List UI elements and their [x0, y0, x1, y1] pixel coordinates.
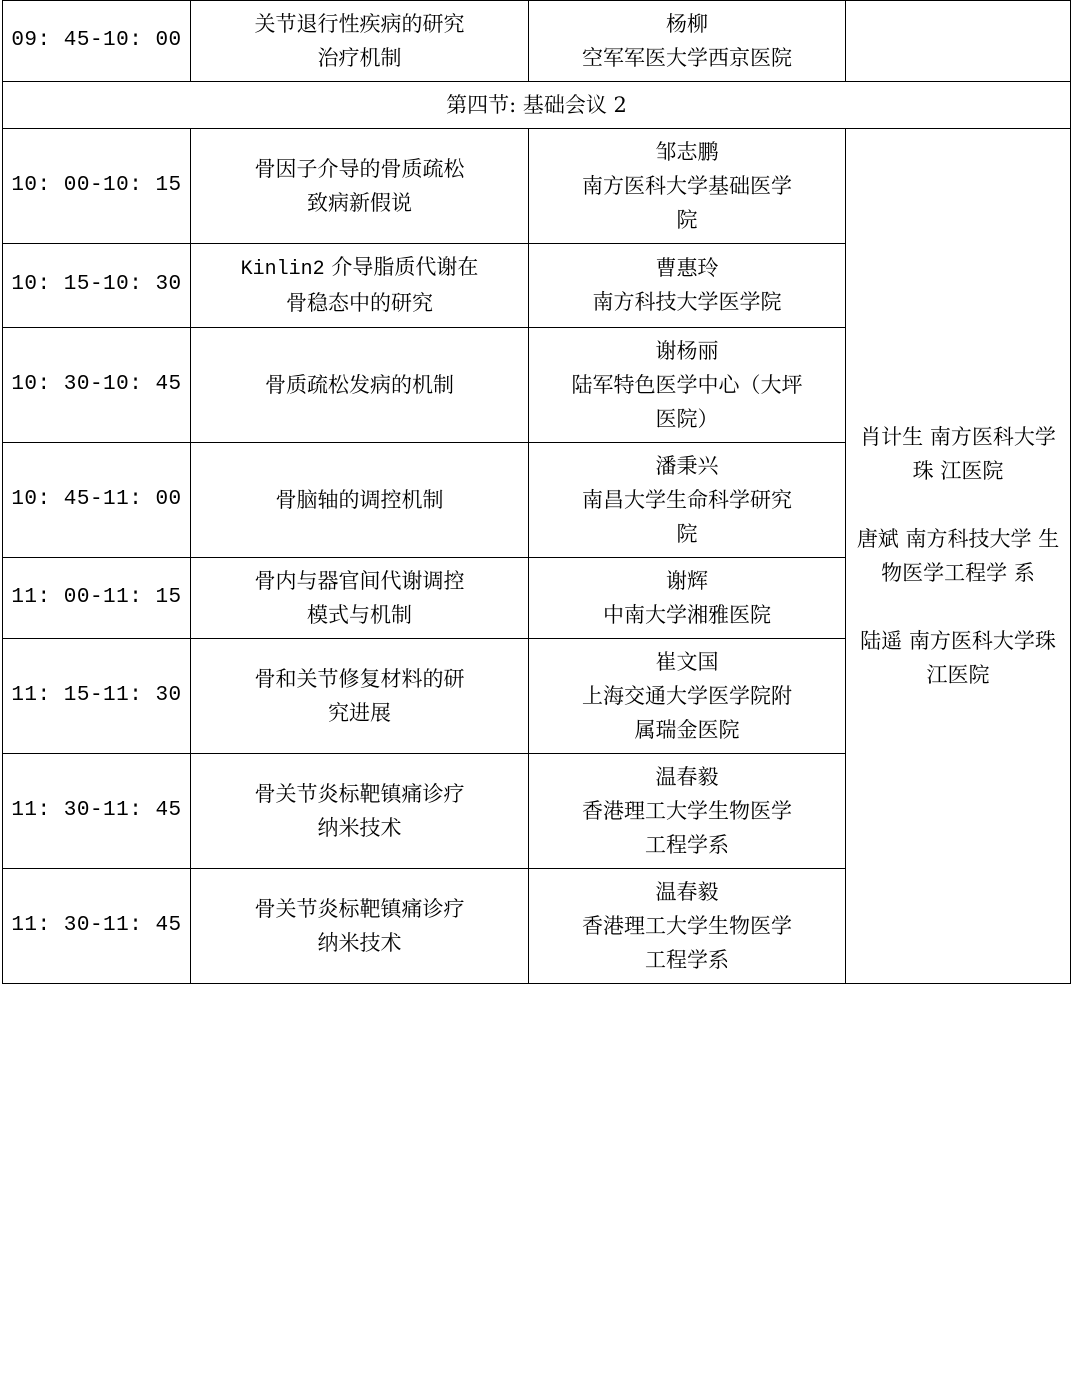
chair-spacer: [854, 488, 1062, 522]
row-time: 10: 00-10: 15: [3, 129, 191, 244]
chair-spacer: [854, 590, 1062, 624]
row-time: 10: 30-10: 45: [3, 327, 191, 442]
row-speaker-affiliation: 院: [676, 521, 698, 546]
row-speaker: [529, 1, 846, 82]
row-speaker: [529, 753, 846, 868]
row-speaker-name: 杨柳: [666, 12, 708, 36]
row-speaker-affiliation: 陆军特色医学中心（大坪: [571, 372, 803, 397]
row-speaker-name: 温春毅: [655, 764, 719, 789]
row-topic-line: 骨关节炎标靶镇痛诊疗: [254, 781, 465, 806]
row-topic-line: 骨关节炎标靶镇痛诊疗: [254, 896, 465, 921]
row-topic: [191, 129, 529, 244]
chair-affiliation: 南方医科大学珠: [912, 424, 1056, 483]
row-speaker-name: 曹惠玲: [655, 256, 719, 281]
row-time: 10: 15-10: 30: [3, 244, 191, 327]
row-speaker: [529, 868, 846, 983]
section-header-row: [3, 82, 1071, 129]
row-speaker-affiliation: 上海交通大学医学院附: [582, 683, 792, 708]
row-speaker-name: 邹志鹏: [655, 140, 719, 165]
row-topic-line: 骨稳态中的研究: [285, 291, 433, 316]
chair-affiliation: 系: [1013, 560, 1035, 585]
row-topic-line: 纳米技术: [317, 930, 402, 955]
chair-affiliation: 南方科技大学: [905, 526, 1032, 551]
row-speaker-name: 崔文国: [655, 649, 719, 674]
row-topic: [191, 244, 529, 327]
row-topic-line: 骨和关节修复材料的研: [254, 666, 465, 691]
chair-entry: [854, 624, 1062, 692]
row-speaker-affiliation: 南方医科大学基础医学: [582, 174, 792, 199]
row-time: 11: 30-11: 45: [3, 753, 191, 868]
row-speaker: [529, 638, 846, 753]
chair-name: 唐斌: [856, 526, 899, 551]
row-speaker-affiliation: 香港理工大学生物医学: [582, 913, 792, 938]
row-speaker-affiliation: 院: [676, 208, 698, 233]
row-speaker-affiliation: 空军军医大学西京医院: [582, 46, 792, 71]
table-row: [3, 1, 1071, 82]
row-topic: [191, 753, 529, 868]
chair-cell: [846, 129, 1071, 984]
chair-entry: [854, 420, 1062, 488]
row-time: 11: 30-11: 45: [3, 868, 191, 983]
row-topic: [191, 442, 529, 557]
chair-affiliation: 江医院: [926, 662, 990, 687]
row-topic-line: 骨脑轴的调控机制: [275, 487, 444, 512]
row-topic-line: 骨内与器官间代谢调控: [254, 568, 465, 593]
row-speaker-affiliation: 南昌大学生命科学研究: [582, 487, 792, 512]
row-topic: [191, 327, 529, 442]
row-speaker-name: 谢杨丽: [655, 338, 719, 363]
row-topic-line: 究进展: [328, 700, 391, 725]
row-speaker: [529, 442, 846, 557]
row-topic-line: 模式与机制: [307, 602, 412, 627]
row-speaker-name: 温春毅: [655, 879, 719, 904]
row-topic-line: 治疗机制: [317, 46, 402, 71]
row-topic-line: 纳米技术: [317, 815, 402, 840]
row-topic-line: 骨因子介导的骨质疏松: [254, 157, 465, 182]
chair-affiliation: 南方医科大学珠: [908, 628, 1056, 653]
row-topic: [191, 1, 529, 82]
schedule-table: [2, 0, 1071, 984]
row-topic-line: 骨质疏松发病的机制: [265, 372, 454, 397]
row-speaker-affiliation: 属瑞金医院: [634, 717, 740, 742]
row-topic-line: 致病新假说: [307, 191, 412, 216]
row-speaker-affiliation: 南方科技大学医学院: [592, 290, 782, 315]
row-time: 11: 15-11: 30: [3, 638, 191, 753]
chair-entry: [854, 522, 1062, 590]
row-topic: [191, 868, 529, 983]
row-topic: [191, 557, 529, 638]
chair-name: 肖计生: [860, 424, 924, 449]
row-speaker-affiliation: 工程学系: [645, 947, 729, 972]
row-speaker-affiliation: 医院）: [655, 406, 719, 431]
row-speaker: [529, 129, 846, 244]
row-speaker: [529, 557, 846, 638]
row-speaker-name: 潘秉兴: [655, 453, 719, 478]
row-speaker-affiliation: 工程学系: [645, 832, 729, 857]
row-chair-empty: [846, 1, 1071, 82]
chair-name: 陆遥: [860, 628, 903, 653]
row-speaker: [529, 327, 846, 442]
row-speaker-name: 谢辉: [666, 568, 708, 593]
row-speaker: [529, 244, 846, 327]
row-topic: [191, 638, 529, 753]
row-speaker-affiliation: 中南大学湘雅医院: [603, 602, 771, 627]
section-title: 第四节: 基础会议 2: [3, 82, 1071, 129]
row-time: 11: 00-11: 15: [3, 557, 191, 638]
row-topic-line: 关节退行性疾病的研究: [254, 12, 465, 36]
chair-affiliation: 生物医学工程学: [881, 526, 1060, 585]
row-topic-line: Kinlin2 介导脂质代谢在: [240, 255, 479, 282]
row-time: 10: 45-11: 00: [3, 442, 191, 557]
chair-affiliation: 江医院: [940, 458, 1004, 483]
row-speaker-affiliation: 香港理工大学生物医学: [582, 798, 792, 823]
row-time: 09: 45-10: 00: [3, 1, 191, 82]
table-row: [3, 129, 1071, 244]
